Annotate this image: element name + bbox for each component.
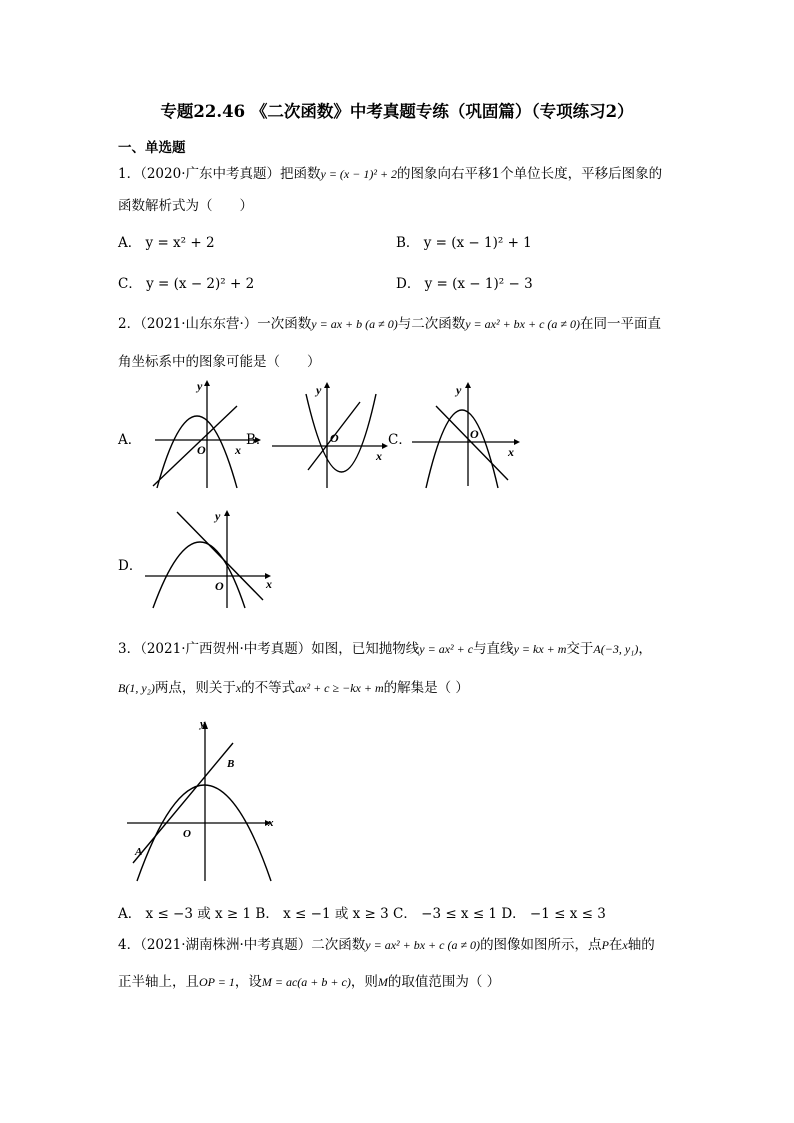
q1-option-b[interactable]: B． y = (x − 1)² + 1 xyxy=(396,235,532,251)
q2-option-b-label[interactable]: B． xyxy=(246,432,270,448)
svg-text:x: x xyxy=(266,577,272,591)
svg-text:O: O xyxy=(330,431,339,445)
q2-option-c-label[interactable]: C． xyxy=(388,432,412,448)
svg-text:y: y xyxy=(197,379,203,393)
svg-text:y: y xyxy=(200,718,205,730)
question-2-line-1: 2．（2021·山东东营·）一次函数y = ax + b (a ≠ 0)与二次函数y = ax² + bx + c (a ≠ 0)在同一平面直 xyxy=(118,316,661,332)
svg-text:O: O xyxy=(197,443,206,457)
svg-text:A: A xyxy=(135,846,143,858)
q2-option-a-label[interactable]: A． xyxy=(118,432,142,448)
q1-option-a[interactable]: A． y = x² + 2 xyxy=(118,235,215,251)
svg-text:B: B xyxy=(227,758,235,770)
q1-option-c[interactable]: C． y = (x − 2)² + 2 xyxy=(118,276,255,292)
question-3-line-1: 3．（2021·广西贺州·中考真题）如图，已知抛物线y = ax² + c与直线y = kx + m交于A(−3, y₁)， xyxy=(118,641,652,657)
section-heading: 一、单选题 xyxy=(118,140,186,156)
question-3-line-2: B(1, y₂)两点，则关于x的不等式ax² + c ≥ −kx + m的解集是（ ） xyxy=(118,680,469,696)
svg-text:x: x xyxy=(268,817,274,829)
svg-text:x: x xyxy=(376,449,382,463)
svg-text:O: O xyxy=(215,579,224,593)
q3-graph[interactable] xyxy=(125,715,285,883)
q2-graph-d[interactable] xyxy=(145,508,280,610)
q1-option-d[interactable]: D． y = (x − 1)² − 3 xyxy=(396,276,533,292)
question-1-line-1: 1．（2020·广东中考真题）把函数y = (x − 1)² + 2的图象向右平移1个单位长度，平移后图象的 xyxy=(118,166,663,182)
q2-graph-c[interactable] xyxy=(412,380,522,490)
svg-text:x: x xyxy=(235,443,241,457)
q2-graph-b[interactable] xyxy=(272,380,387,490)
question-2-line-2: 角坐标系中的图象可能是（ ） xyxy=(118,354,321,370)
svg-text:O: O xyxy=(183,828,191,840)
q3-options[interactable]: A． x ≤ −3 或 x ≥ 1 B． x ≤ −1 或 x ≥ 3 C． −3 ≤ x ≤ 1 D． −1 ≤ x ≤ 3 xyxy=(118,906,606,922)
svg-text:y: y xyxy=(316,383,322,397)
svg-text:O: O xyxy=(470,427,479,441)
q1-formula: y = (x − 1)² + 2 xyxy=(320,167,398,181)
page-title: 专题22.46 《二次函数》中考真题专练（巩固篇）（专项练习2） xyxy=(160,102,634,121)
svg-text:y: y xyxy=(456,383,462,397)
svg-text:y: y xyxy=(215,509,221,523)
question-4-line-2: 正半轴上，且OP = 1，设M = ac(a + b + c)，则M的取值范围为（ ） xyxy=(118,974,501,990)
question-1-line-2: 函数解析式为（ ） xyxy=(118,198,253,214)
q2-option-d-label[interactable]: D． xyxy=(118,558,143,574)
question-4-line-1: 4．（2021·湖南株洲·中考真题）二次函数y = ax² + bx + c (a ≠ 0)的图像如图所示，点P在x轴的 xyxy=(118,937,655,953)
q2-graph-a[interactable] xyxy=(145,380,255,490)
svg-text:x: x xyxy=(508,445,514,459)
